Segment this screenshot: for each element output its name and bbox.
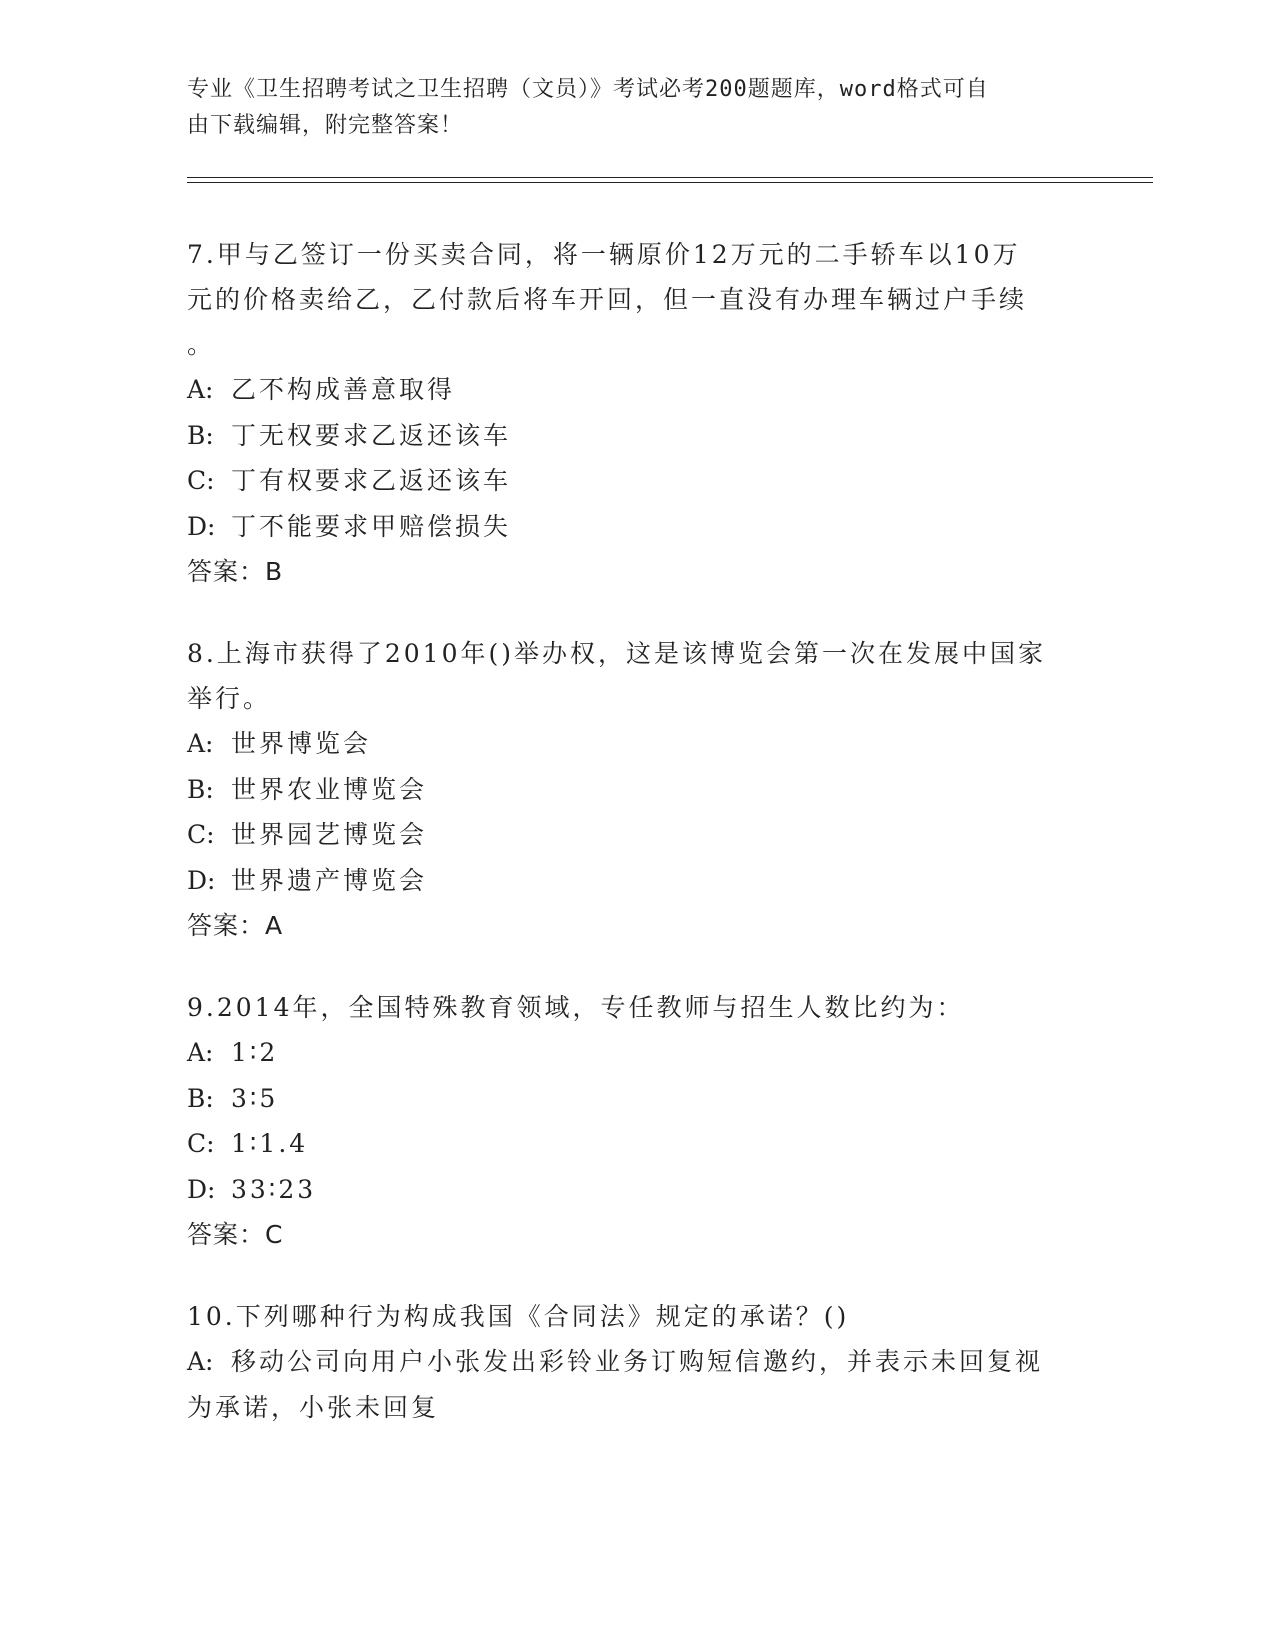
header-line-1: 专业《卫生招聘考试之卫生招聘（文员）》考试必考200题题库，word格式可自 [187, 77, 989, 102]
header-divider-top [187, 177, 1153, 178]
question-stem-line: 10.下列哪种行为构成我国《合同法》规定的承诺？() [187, 1302, 850, 1331]
option-a [187, 1339, 1087, 1385]
option-letter: B: [187, 420, 214, 450]
option-c [187, 1121, 1087, 1167]
option-letter: D: [187, 511, 216, 541]
option-text: 世界园艺博览会 [231, 820, 428, 849]
question-stem-line: 8.上海市获得了2010年()举办权，这是该博览会第一次在发展中国家 [187, 639, 1046, 668]
question-stem-line: 元的价格卖给乙，乙付款后将车开回，但一直没有办理车辆过户手续 [187, 285, 1028, 314]
option-a [187, 367, 1087, 413]
question-8 [187, 631, 1087, 949]
option-b [187, 1076, 1087, 1122]
option-text: 3∶5 [231, 1083, 279, 1113]
option-d [187, 1167, 1087, 1213]
option-letter: B: [187, 774, 214, 804]
option-letter: C: [187, 820, 215, 849]
option-b [187, 413, 1087, 459]
option-text: 乙不构成善意取得 [231, 375, 456, 404]
option-d [187, 858, 1087, 904]
option-a [187, 721, 1087, 767]
option-d [187, 504, 1087, 550]
option-letter: B: [187, 1083, 214, 1113]
option-c [187, 812, 1087, 858]
option-text: 世界农业博览会 [231, 774, 428, 804]
question-9 [187, 985, 1087, 1258]
question-stem-line: 举行。 [187, 684, 272, 713]
question-stem-line: 。 [187, 330, 216, 359]
option-text: 移动公司向用户小张发出彩铃业务订购短信邀约，并表示未回复视 [231, 1347, 1044, 1376]
option-letter: A: [187, 375, 214, 404]
question-stem-line: 7.甲与乙签订一份买卖合同，将一辆原价12万元的二手轿车以10万 [187, 240, 1021, 269]
option-text: 为承诺，小张未回复 [187, 1392, 440, 1422]
option-letter: A: [187, 1038, 214, 1067]
option-letter: C: [187, 1129, 215, 1158]
option-b [187, 767, 1087, 813]
option-text: 丁有权要求乙返还该车 [231, 466, 512, 495]
option-a [187, 1030, 1087, 1076]
option-text: 丁不能要求甲赔偿损失 [231, 511, 512, 541]
option-c [187, 458, 1087, 504]
answer-line: 答案：A [187, 911, 284, 940]
option-text: 1∶2 [231, 1038, 279, 1067]
option-letter: C: [187, 466, 215, 495]
option-text: 丁无权要求乙返还该车 [231, 420, 512, 450]
question-stem-line: 9.2014年，全国特殊教育领域，专任教师与招生人数比约为： [187, 993, 965, 1022]
option-letter: D: [187, 865, 216, 895]
header-line-2: 由下载编辑，附完整答案！ [187, 113, 464, 138]
option-text: 世界博览会 [231, 729, 372, 758]
option-letter: A: [187, 1347, 214, 1376]
header-divider-bottom [187, 182, 1153, 183]
option-text: 世界遗产博览会 [231, 865, 428, 895]
option-text: 33∶23 [231, 1174, 317, 1204]
question-10 [187, 1294, 1087, 1430]
document-header [187, 72, 1087, 144]
question-list [187, 232, 1087, 1466]
option-letter: A: [187, 729, 214, 758]
answer-line: 答案：B [187, 557, 284, 586]
option-a-continued [187, 1385, 1087, 1431]
question-7 [187, 232, 1087, 595]
option-text: 1∶1.4 [231, 1129, 309, 1158]
option-letter: D: [187, 1174, 216, 1204]
answer-line: 答案：C [187, 1220, 284, 1249]
